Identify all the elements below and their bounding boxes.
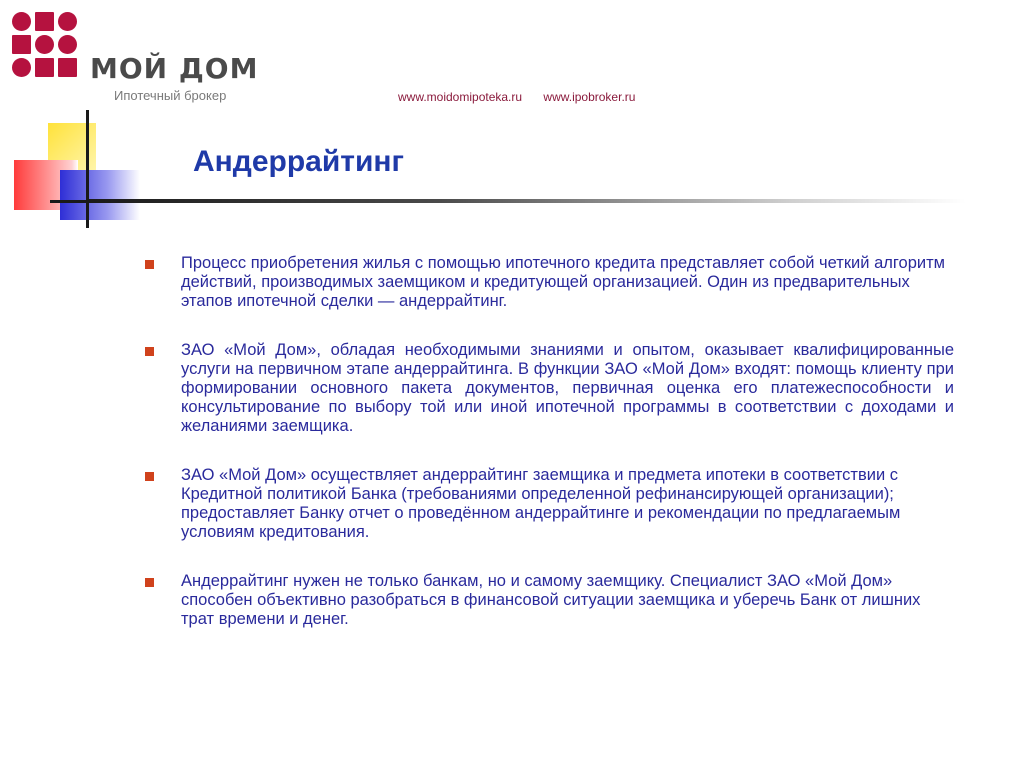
page-title: Андеррайтинг xyxy=(193,145,405,178)
list-item xyxy=(140,341,954,436)
logo-mark xyxy=(12,12,78,78)
bullet-text: Процесс приобретения жилья с помощью ипотечного кредита представляет собой четкий алгоритм действий, производимых заемщиком и кредитующей организацией. Один из предварительных этапов ипотечной сделки — андеррайтинг. xyxy=(181,254,946,310)
logo-square xyxy=(12,35,31,54)
logo-square xyxy=(35,58,54,77)
logo-dot xyxy=(12,58,31,77)
bullet-list xyxy=(140,254,954,659)
bullet-square-icon xyxy=(145,347,154,356)
bullet-square-icon xyxy=(145,260,154,269)
website-link[interactable]: www.ipobroker.ru xyxy=(543,90,636,104)
list-item xyxy=(140,254,954,311)
bullet-text: ЗАО «Мой Дом», обладая необходимыми знаниями и опытом, оказывает квалифицированные услуги на первичном этапе андеррайтинга. В функции ЗАО «Мой Дом» входят: помощь клиенту при формировании основного пакета документов, первичная оценка его платежеспособности и консультирование по выбору той или иной ипотечной программы в соответствии с доходами и желаниями заемщика. xyxy=(181,341,954,435)
bullet-square-icon xyxy=(145,578,154,587)
brand-subtitle: Ипотечный брокер xyxy=(114,88,227,103)
logo-dot xyxy=(58,35,77,54)
bullet-square-icon xyxy=(145,472,154,481)
logo-dot xyxy=(12,12,31,31)
vertical-rule xyxy=(86,110,89,228)
list-item xyxy=(140,466,954,542)
logo-square xyxy=(58,58,77,77)
website-links xyxy=(398,90,653,104)
blue-block xyxy=(60,170,140,220)
bullet-text: ЗАО «Мой Дом» осуществляет андеррайтинг заемщика и предмета ипотеки в соответствии с Кредитной политикой Банка (требованиями определенной рефинансирующей организации); предоставляет Банку отчет о проведённом андеррайтинге и рекомендации по предлагаемым условиям кредитования. xyxy=(181,466,901,541)
bullet-text: Андеррайтинг нужен не только банкам, но и самому заемщику. Специалист ЗАО «Мой Дом» способен объективно разобраться в финансовой ситуации заемщика и уберечь Банк от лишних трат времени и денег. xyxy=(181,572,921,628)
title-underline xyxy=(86,199,966,203)
logo-dot xyxy=(35,35,54,54)
website-link[interactable]: www.moidomipoteka.ru xyxy=(398,90,523,104)
logo-square xyxy=(35,12,54,31)
logo-dot xyxy=(58,12,77,31)
decorative-blocks xyxy=(0,110,160,230)
brand-name: МОЙ ДОМ xyxy=(90,52,259,85)
list-item xyxy=(140,572,954,629)
